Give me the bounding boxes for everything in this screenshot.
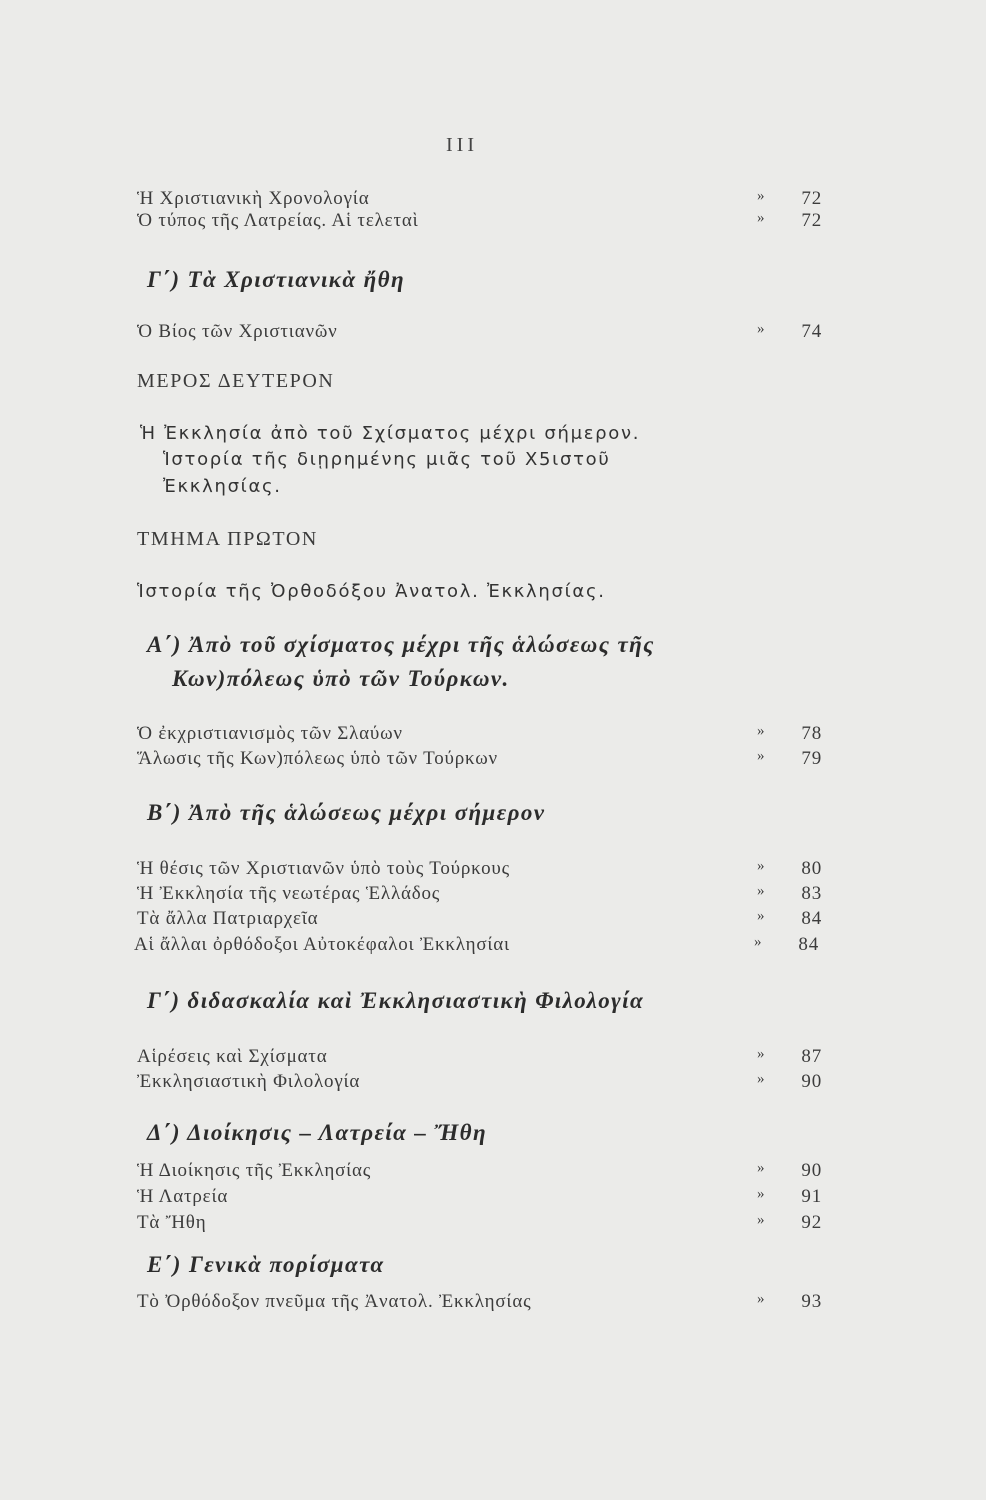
entry-title: Ἡ Διοίκησις τῆς Ἐκκλησίας	[137, 1160, 372, 1181]
section-heading: Γ΄) Τὰ Χριστιανικὰ ἤθη	[147, 267, 406, 292]
ditto-mark: »	[757, 210, 766, 226]
entry-page-number: 84	[801, 908, 822, 929]
part-subtitle-line: Ἐκκλησίας.	[163, 476, 282, 497]
section-subtitle: Ἱστορία τῆς Ὀρθοδόξου Ἀνατολ. Ἐκκλησίας.	[137, 581, 606, 602]
entry-title: Τὰ ἄλλα Πατριαρχεῖα	[137, 908, 319, 929]
entry-page-number: 78	[801, 723, 822, 744]
ditto-mark: »	[757, 1291, 766, 1307]
ditto-mark: »	[757, 1160, 766, 1176]
toc-entry	[137, 1291, 827, 1315]
entry-title: Ὁ ἐκχριστιανισμὸς τῶν Σλαύων	[137, 723, 403, 744]
ditto-mark: »	[757, 908, 766, 924]
entry-page-number: 90	[801, 1071, 822, 1092]
entry-page-number: 72	[801, 210, 822, 231]
entry-title: Ὁ τύπος τῆς Λατρείας. Αἱ τελεταὶ	[137, 210, 419, 231]
ditto-mark: »	[757, 188, 766, 204]
entry-page-number: 84	[798, 934, 819, 955]
page-number: III	[446, 134, 478, 156]
ditto-mark: »	[757, 723, 766, 739]
part-title: ΜΕΡΟΣ ΔΕΥΤΕΡΟΝ	[137, 370, 335, 392]
toc-entry	[137, 908, 827, 932]
ditto-mark: »	[754, 934, 763, 950]
entry-page-number: 83	[801, 883, 822, 904]
entry-page-number: 93	[801, 1291, 822, 1312]
entry-title: Ἡ Λατρεία	[137, 1186, 229, 1207]
chapter-heading: Β΄) Ἀπὸ τῆς ἁλώσεως μέχρι σήμερον	[147, 800, 546, 825]
entry-title: Ἐκκλησιαστικὴ Φιλολογία	[137, 1071, 361, 1092]
entry-page-number: 90	[801, 1160, 822, 1181]
entry-title: Τὸ Ὀρθόδοξον πνεῦμα τῆς Ἀνατολ. Ἐκκλησίας	[137, 1291, 532, 1312]
toc-entry	[137, 321, 827, 345]
section-title: ΤΜΗΜΑ ΠΡΩΤΟΝ	[137, 528, 318, 550]
toc-entry	[137, 1212, 827, 1236]
ditto-mark: »	[757, 1071, 766, 1087]
toc-entry	[137, 1071, 827, 1095]
ditto-mark: »	[757, 858, 766, 874]
toc-entry	[137, 1186, 827, 1210]
entry-title: Ἅλωσις τῆς Κων)πόλεως ὑπὸ τῶν Τούρκων	[137, 748, 498, 769]
toc-entry	[137, 858, 827, 882]
toc-entry	[137, 1046, 827, 1070]
entry-page-number: 79	[801, 748, 822, 769]
toc-entry	[137, 1160, 827, 1184]
entry-title: Τὰ Ἤθη	[137, 1212, 207, 1233]
part-subtitle-line: Ἱστορία τῆς διῃρημένης μιᾶς τοῦ Χ5ιστοῦ	[163, 449, 611, 470]
entry-title: Ἡ θέσις τῶν Χριστιανῶν ὑπὸ τοὺς Τούρκους	[137, 858, 510, 879]
ditto-mark: »	[757, 748, 766, 764]
entry-page-number: 72	[801, 188, 822, 209]
toc-entry	[137, 723, 827, 747]
chapter-heading-continuation: Κων)πόλεως ὑπὸ τῶν Τούρκων.	[172, 666, 510, 691]
ditto-mark: »	[757, 1046, 766, 1062]
entry-title: Αἱρέσεις καὶ Σχίσματα	[137, 1046, 328, 1067]
chapter-heading: Α΄) Ἀπὸ τοῦ σχίσματος μέχρι τῆς ἁλώσεως τῆς	[147, 632, 655, 657]
entry-page-number: 80	[801, 858, 822, 879]
toc-entry	[137, 883, 827, 907]
entry-title: Ἡ Χριστιανικὴ Χρονολογία	[137, 188, 370, 209]
chapter-heading: Δ΄) Διοίκησις – Λατρεία – Ἤθη	[147, 1120, 488, 1145]
entry-page-number: 87	[801, 1046, 822, 1067]
chapter-heading: Γ΄) διδασκαλία καὶ Ἐκκλησιαστικὴ Φιλολογία	[147, 988, 645, 1013]
toc-entry	[137, 210, 827, 234]
ditto-mark: »	[757, 1212, 766, 1228]
entry-title: Ἡ Ἐκκλησία τῆς νεωτέρας Ἑλλάδος	[137, 883, 441, 904]
entry-page-number: 74	[801, 321, 822, 342]
ditto-mark: »	[757, 321, 766, 337]
ditto-mark: »	[757, 1186, 766, 1202]
toc-entry	[137, 748, 827, 772]
entry-page-number: 91	[801, 1186, 822, 1207]
entry-title: Αἱ ἄλλαι ὀρθόδοξοι Αὐτοκέφαλοι Ἐκκλησίαι	[134, 934, 510, 955]
toc-entry	[134, 934, 824, 958]
part-subtitle-line: Ἡ Ἐκκλησία ἀπὸ τοῦ Σχίσματος μέχρι σήμερον.	[140, 423, 641, 444]
toc-entry	[137, 188, 827, 212]
entry-title: Ὁ Βίος τῶν Χριστιανῶν	[137, 321, 338, 342]
ditto-mark: »	[757, 883, 766, 899]
entry-page-number: 92	[801, 1212, 822, 1233]
chapter-heading: Ε΄) Γενικὰ πορίσματα	[147, 1252, 385, 1277]
